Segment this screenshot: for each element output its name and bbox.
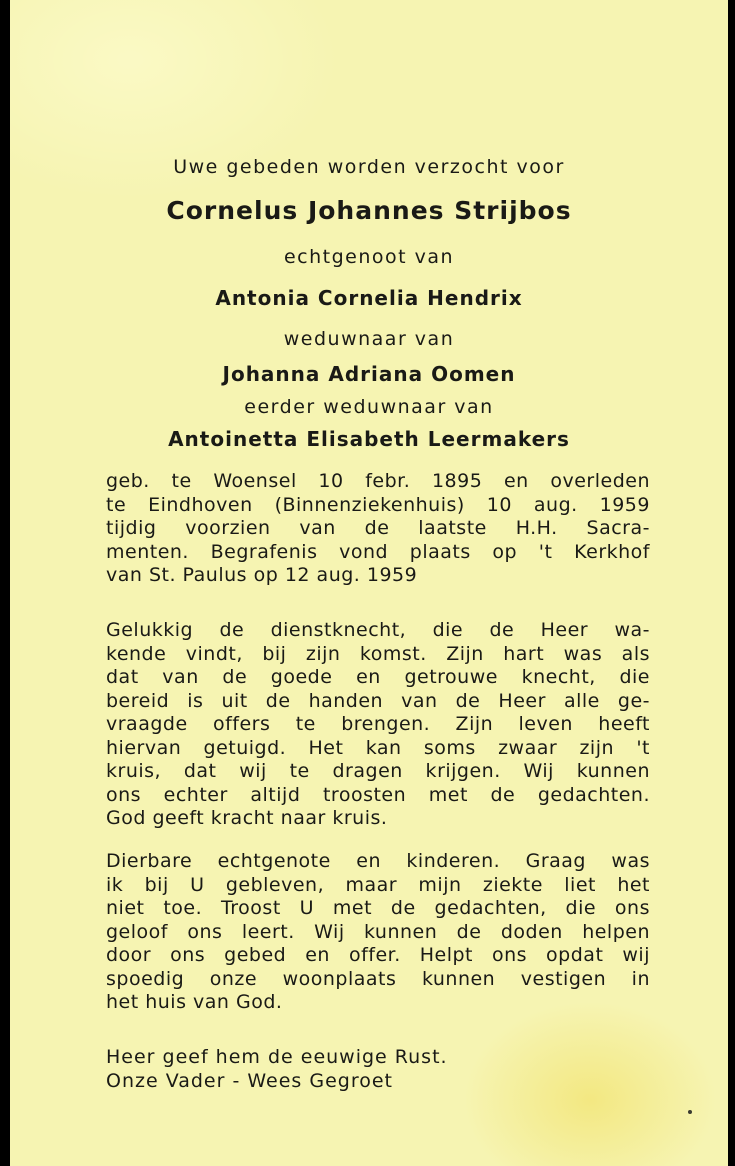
prayer-request: Uwe gebeden worden verzocht voor <box>173 156 565 178</box>
reflection-line: vraagde offers te brengen. Zijn leven heeft <box>106 713 650 735</box>
reflection-line: God geeft kracht naar kruis. <box>106 807 388 829</box>
farewell-line: het huis van God. <box>106 991 283 1013</box>
reflection-line: kende vindt, bij zijn komst. Zijn hart was als <box>106 642 650 665</box>
reflection-line: hiervan getuigd. Het kan soms zwaar zijn 't <box>106 736 650 759</box>
farewell-line: door ons gebed en offer. Helpt ons opdat wij <box>106 944 650 966</box>
biography-line: te Eindhoven (Binnenziekenhuis) 10 aug. 1959 <box>106 493 650 516</box>
farewell-line: spoedig onze woonplaats kunnen vestigen in <box>106 967 650 990</box>
reflection-line: bereid is uit de handen van de Heer alle ge- <box>106 689 650 712</box>
widower-relation: weduwnaar van <box>283 328 455 350</box>
farewell-paragraph <box>106 850 650 1015</box>
biography-paragraph <box>106 470 650 588</box>
farewell-line: Dierbare echtgenote en kinderen. Graag was <box>106 850 650 872</box>
reflection-line: dat van de goede en getrouwe knecht, die <box>106 666 650 688</box>
biography-line: menten. Begrafenis vond plaats op 't Kerkhof <box>106 540 650 563</box>
farewell-line: niet toe. Troost U met de gedachten, die ons <box>106 897 650 919</box>
earlier-wife-name: Antoinetta Elisabeth Leermakers <box>168 427 570 451</box>
prayer-card <box>10 0 728 1166</box>
biography-line: tijdig voorzien van de laatste H.H. Sacra- <box>106 517 650 539</box>
biography-line: geb. te Woensel 10 febr. 1895 en overleden <box>106 470 650 492</box>
closing-line: Onze Vader - Wees Gegroet <box>106 1069 393 1092</box>
reflection-line: ons echter altijd troosten met de gedachten. <box>106 783 650 806</box>
farewell-line: ik bij U gebleven, maar mijn ziekte liet het <box>106 873 650 896</box>
deceased-name: Cornelus Johannes Strijbos <box>166 196 572 225</box>
farewell-line: geloof ons leert. Wij kunnen de doden helpen <box>106 920 650 943</box>
spouse-relation: echtgenoot van <box>283 246 455 268</box>
paper-speck <box>688 1110 692 1114</box>
reflection-line: Gelukkig de dienstknecht, die de Heer wa- <box>106 619 650 641</box>
biography-line: van St. Paulus op 12 aug. 1959 <box>106 564 418 586</box>
closing-prayer <box>106 1046 650 1093</box>
reflection-paragraph <box>106 619 650 831</box>
reflection-line: kruis, dat wij te dragen krijgen. Wij kunnen <box>106 760 650 782</box>
spouse-name: Antonia Cornelia Hendrix <box>215 286 523 310</box>
first-wife-name: Johanna Adriana Oomen <box>222 362 516 386</box>
closing-line: Heer geef hem de eeuwige Rust. <box>106 1046 448 1068</box>
earlier-widower-relation: eerder weduwnaar van <box>244 396 494 418</box>
